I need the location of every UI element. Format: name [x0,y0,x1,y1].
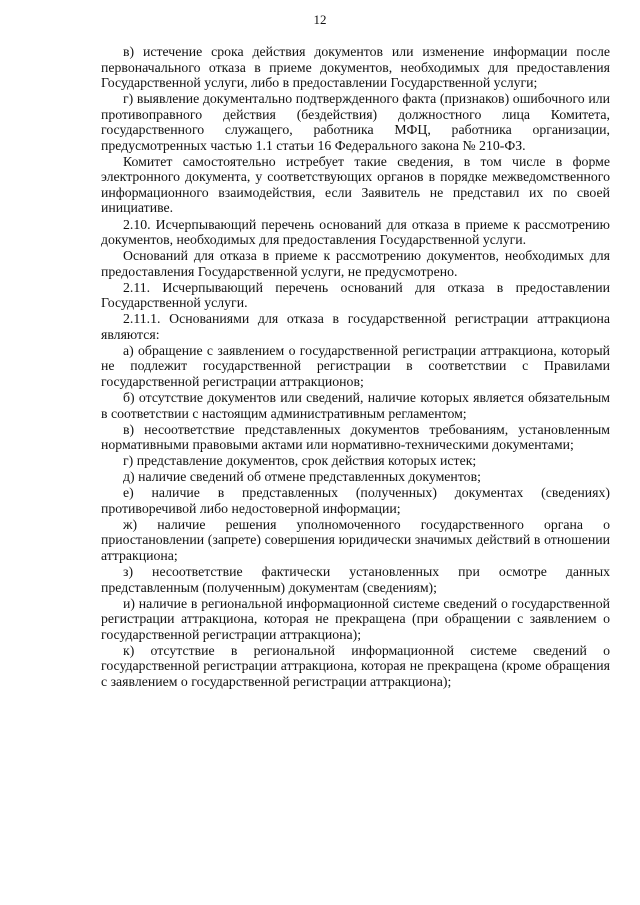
paragraph-no-grounds: Оснований для отказа в приеме к рассмотрению документов, необходимых для предоставления Государственной услуги, не предусмотрено. [101,248,610,279]
list-item-b: б) отсутствие документов или сведений, наличие которых является обязательным в соответствии с настоящим административным регламентом; [101,390,610,421]
paragraph-item-g: г) выявление документально подтвержденного факта (признаков) ошибочного или противоправного действия (бездействия) должностного лица Комитета, государственного служащего, работника МФЦ, работника организации, предусмотренных частью 1.1 статьи 16 Федерального закона № 210-ФЗ. [101,91,610,153]
list-item-d: д) наличие сведений об отмене представленных документов; [123,469,481,485]
section-heading-2-11: 2.11. Исчерпывающий перечень оснований для отказа в предоставлении Государственной услуги. [101,279,610,311]
list-item-zh: ж) наличие решения уполномоченного государственного органа о приостановлении (запрете) совершения юридически значимых действий в отношении аттракциона; [101,516,610,563]
page-number: 12 [313,12,327,27]
list-item-g: г) представление документов, срок действия которых истек; [123,453,477,469]
list-item-i: и) наличие в региональной информационной системе сведений о государственной регистрации аттракциона, которая не прекращена (при обращении с заявлением о государственной регистрации аттракциона); [101,595,610,642]
list-item-z: з) несоответствие фактически установленных при осмотре данных представленным (полученным) документам (сведениям); [101,564,610,595]
section-heading-2-10: 2.10. Исчерпывающий перечень оснований для отказа в приеме к рассмотрению документов, необходимых для предоставления Государственной услуги. [101,216,610,248]
list-item-a: а) обращение с заявлением о государственной регистрации аттракциона, который не подлежит государственной регистрации в соответствии с Правилами государственной регистрации аттракционов; [101,342,610,389]
list-item-k: к) отсутствие в региональной информационной системе сведений о государственной регистрации аттракциона, которая не прекращена (кроме обращения с заявлением о государственной регистрации аттракциона); [101,642,610,689]
section-heading-2-11-1: 2.11.1. Основаниями для отказа в государственной регистрации аттракциона являются: [101,311,610,342]
list-item-e: е) наличие в представленных (полученных) документах (сведениях) противоречивой либо недостоверной информации; [101,485,610,516]
list-item-v: в) несоответствие представленных документов требованиям, установленным нормативными правовыми актами или нормативно-техническими документами; [101,421,610,453]
document-body [101,44,610,689]
paragraph-item-v: в) истечение срока действия документов или изменение информации после первоначального отказа в приеме документов, необходимых для предоставления Государственной услуги, либо в предоставлении Государственной услуги; [101,44,610,91]
paragraph-committee-request: Комитет самостоятельно истребует такие сведения, в том числе в форме электронного документа, у соответствующих органов в порядке межведомственного информационного взаимодействия, если Заявитель не представил их по своей инициативе. [101,153,610,216]
